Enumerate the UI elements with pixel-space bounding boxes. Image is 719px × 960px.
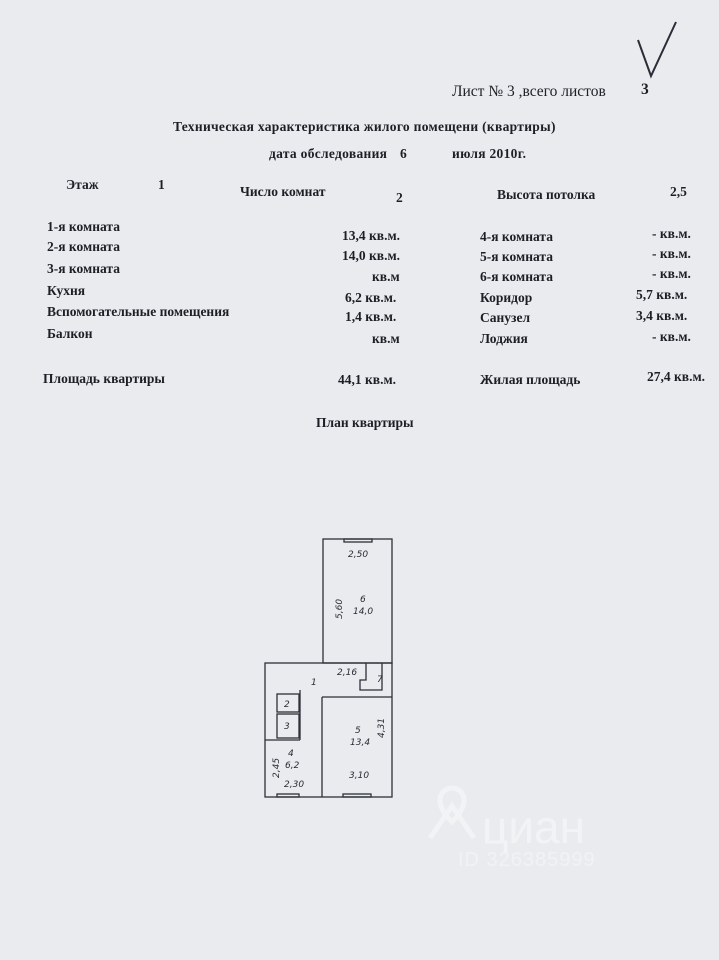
plan-kitchen-number: 4 [288, 749, 294, 759]
room1-value: 13,4 кв.м. [342, 228, 401, 243]
room4-value: - кв.м. [652, 226, 691, 241]
plan-kitchen-length: 2,45 [272, 757, 282, 778]
sheet-number-label: Лист № 3 ,всего листов [452, 83, 606, 100]
plan-bath-number: 3 [284, 722, 290, 732]
plan-corridor-number: 1 [311, 678, 317, 688]
survey-date-day: 6 [400, 146, 408, 161]
ceiling-label: Высота потолка [497, 187, 596, 202]
plan-window-room5 [343, 794, 371, 797]
plan-window-kitchen [277, 794, 299, 797]
floor-value: 1 [158, 177, 165, 192]
plan-wc-number: 2 [284, 700, 290, 710]
plan-kitchen-area: 6,2 [285, 761, 300, 771]
kitchen-value: 6,2 кв.м. [345, 290, 397, 305]
total-area-value: 44,1 кв.м. [338, 372, 397, 387]
plan-room5-width: 3,10 [349, 771, 370, 781]
watermark-id: ID 326385999 [458, 849, 596, 871]
room3-value: кв.м [372, 269, 400, 284]
survey-date-rest: июля 2010г. [452, 146, 527, 161]
plan-room6-area: 14,0 [353, 607, 374, 617]
room5-value: - кв.м. [652, 246, 691, 261]
kitchen-label: Кухня [47, 283, 86, 298]
total-area-label: Площадь квартиры [43, 371, 165, 386]
room4-label: 4-я комната [480, 229, 553, 244]
plan-heading: План квартиры [316, 415, 414, 430]
ceiling-value: 2,5 [670, 184, 687, 199]
sheet-total: 3 [641, 81, 649, 98]
room5-label: 5-я комната [480, 249, 553, 264]
plan-room5-area: 13,4 [350, 738, 371, 748]
living-area-value: 27,4 кв.м. [647, 369, 706, 384]
plan-window-6 [344, 539, 372, 542]
room1-label: 1-я комната [47, 219, 120, 234]
watermark-brand: циан [482, 801, 586, 853]
auxiliary-value: 1,4 кв.м. [345, 309, 397, 324]
room6-label: 6-я комната [480, 269, 553, 284]
rooms-label: Число комнат [240, 184, 326, 199]
bathroom-value: 3,4 кв.м. [636, 308, 688, 323]
plan-room6-number: 6 [360, 595, 366, 605]
rooms-value: 2 [396, 190, 403, 205]
room2-value: 14,0 кв.м. [342, 248, 401, 263]
plan-closet-number: 7 [377, 675, 383, 685]
living-area-label: Жилая площадь [480, 372, 581, 387]
plan-corridor-width: 2,16 [337, 668, 358, 678]
plan-room5-length: 4,31 [377, 717, 387, 738]
document-title: Техническая характеристика жилого помещени (квартиры) [173, 119, 556, 134]
survey-date-label: дата обследования [269, 146, 388, 161]
auxiliary-label: Вспомогательные помещения [47, 304, 230, 319]
loggia-value: - кв.м. [652, 329, 691, 344]
room2-label: 2-я комната [47, 239, 120, 254]
room6-value: - кв.м. [652, 266, 691, 281]
balcony-label: Балкон [47, 326, 93, 341]
room3-label: 3-я комната [47, 261, 120, 276]
floor-label: Этаж [66, 177, 99, 192]
plan-kitchen-width: 2,30 [284, 780, 305, 790]
loggia-label: Лоджия [480, 331, 528, 346]
plan-room6-width: 2,50 [348, 550, 369, 560]
balcony-value: кв.м [372, 331, 400, 346]
corridor-value: 5,7 кв.м. [636, 287, 688, 302]
corridor-label: Коридор [480, 290, 533, 305]
bathroom-label: Санузел [480, 310, 531, 325]
plan-room5-number: 5 [355, 726, 361, 736]
plan-room6-length: 5,60 [335, 598, 345, 619]
